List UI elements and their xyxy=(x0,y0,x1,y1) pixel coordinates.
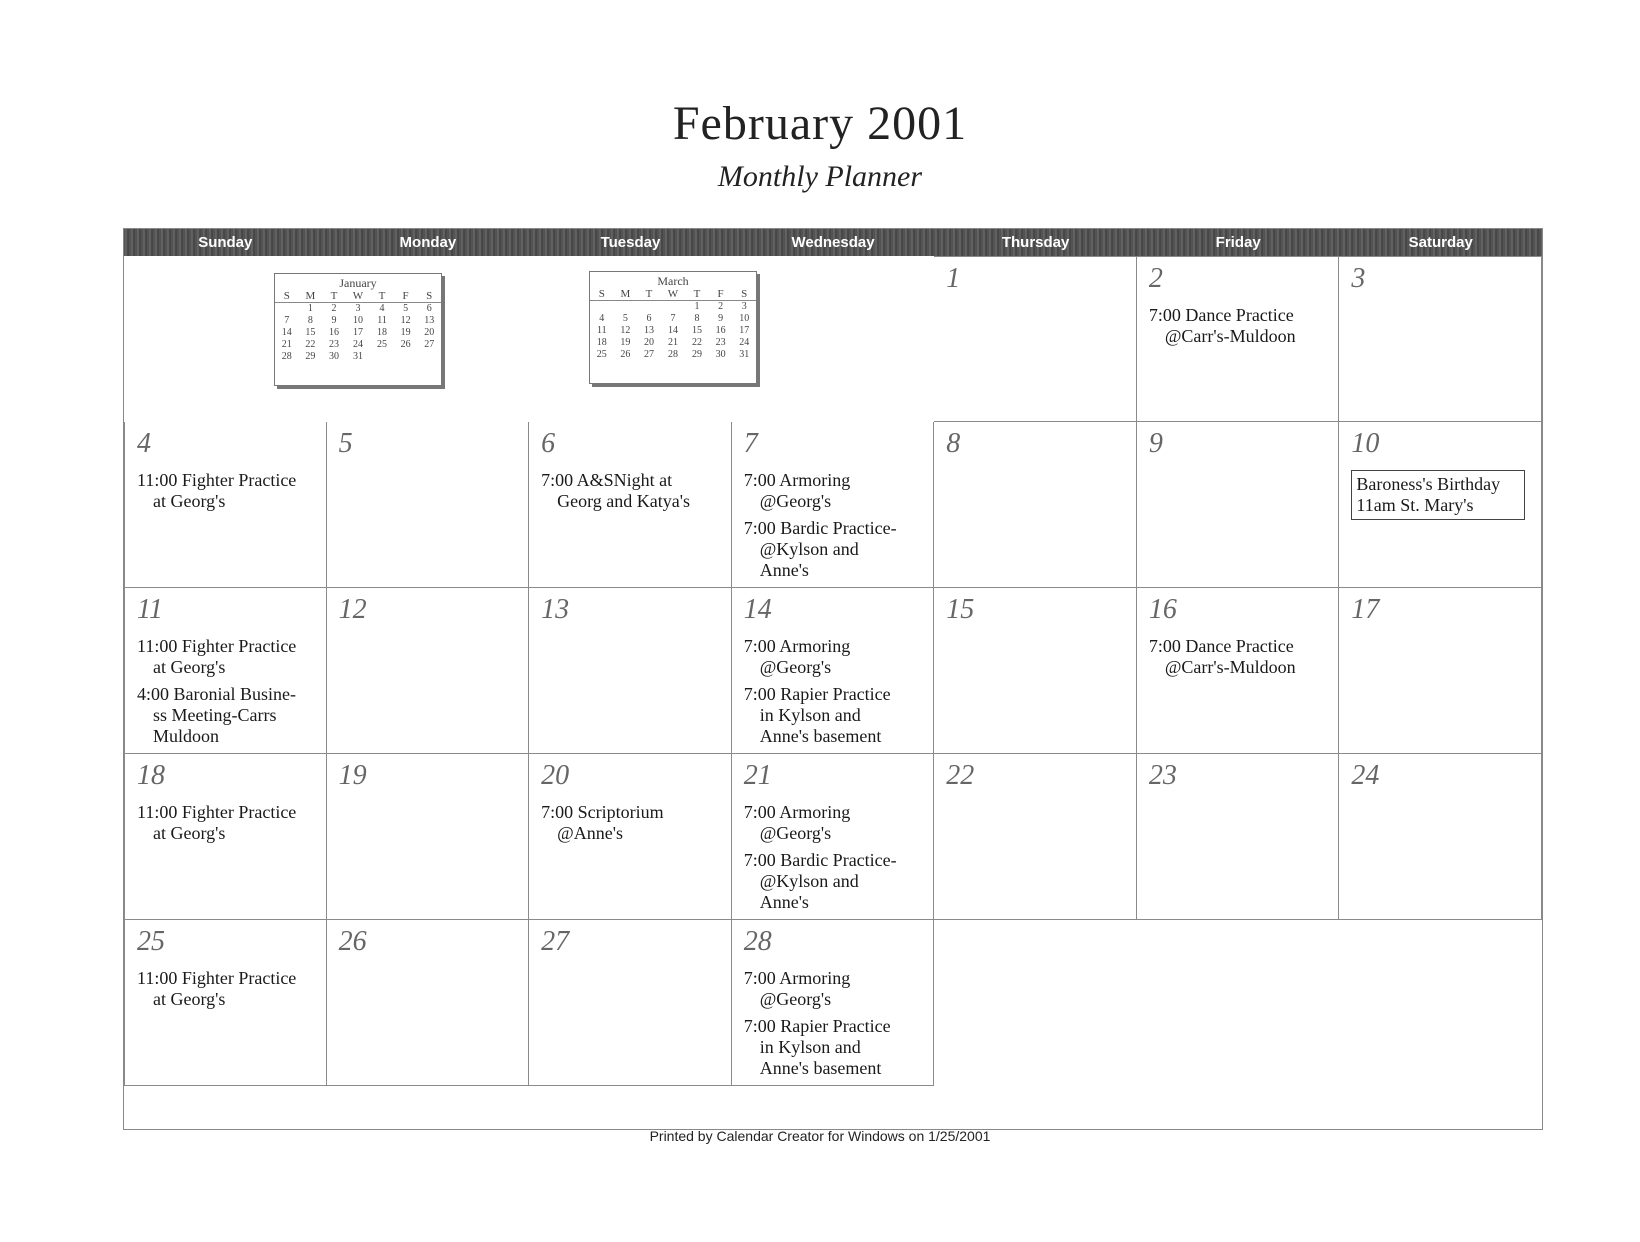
mini-calendar-date: 22 xyxy=(692,337,703,348)
mini-calendar-weekday: F xyxy=(394,290,418,303)
mini-calendar-date: 3 xyxy=(741,301,747,312)
day-number: 17 xyxy=(1351,594,1380,625)
day-number: 24 xyxy=(1351,760,1380,791)
day-events xyxy=(1149,636,1333,684)
mini-calendar-weekday: W xyxy=(346,290,371,303)
day-cell[interactable] xyxy=(934,256,1137,422)
day-number: 8 xyxy=(946,428,961,459)
mini-calendar-date: 28 xyxy=(667,349,678,360)
day-number: 2 xyxy=(1148,263,1163,294)
mini-calendar-date: 23 xyxy=(328,339,339,350)
mini-calendar-date: 16 xyxy=(715,325,726,336)
mini-calendar-date: 23 xyxy=(715,337,726,348)
mini-calendar-date: 31 xyxy=(739,349,750,360)
mini-calendar-table xyxy=(275,290,441,363)
mini-calendar-date: 31 xyxy=(352,351,363,362)
mini-calendar-weekday: M xyxy=(299,290,323,303)
day-cell[interactable] xyxy=(732,588,935,754)
mini-calendar-date: 25 xyxy=(596,349,607,360)
mini-calendar-date xyxy=(370,351,394,363)
page-subtitle: Monthly Planner xyxy=(717,160,923,193)
mini-calendar-march xyxy=(589,271,757,384)
day-number: 10 xyxy=(1351,428,1380,459)
calendar-event[interactable]: 11:00 Fighter Practice at Georg's xyxy=(137,802,297,843)
day-events xyxy=(744,968,928,1085)
mini-calendar-date: 15 xyxy=(692,325,703,336)
mini-calendar-date: 25 xyxy=(377,339,388,350)
day-cell[interactable] xyxy=(529,422,732,588)
day-cell[interactable] xyxy=(934,754,1137,920)
mini-calendar-date: 26 xyxy=(400,339,411,350)
mini-calendar-date: 19 xyxy=(620,337,631,348)
day-cell[interactable] xyxy=(1339,422,1542,588)
mini-calendar-date: 8 xyxy=(307,315,313,326)
mini-calendar-date: 1 xyxy=(307,303,313,314)
mini-calendar-date: 26 xyxy=(620,349,631,360)
mini-calendar-week-row xyxy=(275,315,441,327)
mini-calendar-weekday: S xyxy=(732,288,756,301)
day-cell[interactable] xyxy=(124,920,327,1086)
day-cell[interactable] xyxy=(1137,754,1340,920)
mini-calendar-date: 6 xyxy=(646,313,652,324)
day-number: 19 xyxy=(338,760,367,791)
mini-calendar-date: 21 xyxy=(667,337,678,348)
day-cell[interactable] xyxy=(327,588,530,754)
mini-calendar-weekday: S xyxy=(275,290,299,303)
day-cell[interactable] xyxy=(327,920,530,1086)
day-number: 15 xyxy=(946,594,975,625)
calendar-event[interactable]: 7:00 Armoring @Georg's xyxy=(743,470,851,511)
day-number: 13 xyxy=(541,594,570,625)
mini-calendar-weekday: T xyxy=(637,288,661,301)
day-events xyxy=(744,470,928,587)
mini-calendar-weekday: W xyxy=(661,288,686,301)
day-events xyxy=(137,636,320,753)
day-events xyxy=(137,470,320,518)
mini-calendar-date xyxy=(590,301,614,314)
day-number: 25 xyxy=(137,926,165,957)
day-number: 27 xyxy=(541,926,570,957)
mini-calendar-week-row xyxy=(590,337,756,349)
day-cell[interactable] xyxy=(529,920,732,1086)
mini-calendar-date: 27 xyxy=(424,339,435,350)
day-cell[interactable] xyxy=(529,588,732,754)
weekday-header-sunday: Sunday xyxy=(198,234,253,251)
mini-calendar-date: 13 xyxy=(424,315,435,326)
day-cell[interactable] xyxy=(327,422,530,588)
calendar-event[interactable]: 7:00 Armoring @Georg's xyxy=(743,636,851,677)
mini-calendar-date: 3 xyxy=(355,303,361,314)
mini-calendar-date: 2 xyxy=(331,303,337,314)
weekday-header-thursday: Thursday xyxy=(1001,234,1070,251)
mini-calendar-week-row xyxy=(275,351,441,363)
mini-calendar-week-row xyxy=(590,301,756,314)
mini-calendar-date: 24 xyxy=(739,337,750,348)
mini-calendar-date: 17 xyxy=(352,327,363,338)
calendar-event[interactable]: 7:00 Rapier Practice in Kylson and Anne's basement xyxy=(743,1016,891,1078)
calendar-event[interactable]: 11:00 Fighter Practice at Georg's xyxy=(137,968,297,1009)
calendar-event[interactable]: 11:00 Fighter Practice at Georg's xyxy=(137,636,297,677)
day-cell[interactable] xyxy=(327,754,530,920)
boxed-calendar-event[interactable]: Baroness's Birthday 11am St. Mary's xyxy=(1351,470,1525,520)
mini-calendar-month-name: January xyxy=(339,276,377,290)
mini-calendar-date: 27 xyxy=(643,349,654,360)
mini-calendar-date: 7 xyxy=(670,313,676,324)
mini-calendar-date: 14 xyxy=(667,325,678,336)
mini-calendar-week-row xyxy=(275,327,441,339)
mini-calendar-date: 20 xyxy=(643,337,654,348)
mini-calendar-date: 30 xyxy=(328,351,339,362)
calendar-event[interactable]: 7:00 Bardic Practice- @Kylson and Anne's xyxy=(743,850,897,912)
mini-calendar-week-row xyxy=(275,303,441,316)
day-events xyxy=(1351,470,1535,520)
day-events xyxy=(137,802,320,850)
weekday-header-tuesday: Tuesday xyxy=(600,234,661,251)
mini-calendar-date xyxy=(614,301,638,314)
mini-calendar-weekday-row xyxy=(590,288,756,301)
day-events xyxy=(744,802,928,919)
day-number: 18 xyxy=(137,760,165,791)
mini-calendar-date: 24 xyxy=(352,339,363,350)
calendar-event[interactable]: 7:00 Bardic Practice- @Kylson and Anne's xyxy=(743,518,897,580)
day-cell[interactable] xyxy=(732,920,935,1086)
day-events xyxy=(744,636,928,753)
day-number: 9 xyxy=(1148,428,1163,459)
mini-calendar-date: 14 xyxy=(281,327,292,338)
day-cell[interactable] xyxy=(1137,588,1340,754)
day-number: 12 xyxy=(338,594,367,625)
day-number: 6 xyxy=(541,428,556,459)
mini-calendar-date: 11 xyxy=(596,325,607,336)
calendar-event[interactable]: 7:00 Dance Practice @Carr's-Muldoon xyxy=(1148,305,1296,346)
mini-calendar-date: 10 xyxy=(352,315,363,326)
day-events xyxy=(541,802,725,850)
mini-calendar-date: 29 xyxy=(305,351,316,362)
calendar-event[interactable]: 4:00 Baronial Busine- ss Meeting-Carrs Muldoon xyxy=(137,684,296,746)
mini-calendar-week-row xyxy=(590,325,756,337)
mini-calendar-date: 17 xyxy=(739,325,750,336)
mini-calendar-weekday: T xyxy=(370,290,394,303)
mini-calendar-weekday-row xyxy=(275,290,441,303)
day-number: 21 xyxy=(743,760,772,791)
mini-calendar-week-row xyxy=(590,313,756,325)
day-number: 5 xyxy=(338,428,353,459)
day-cell[interactable] xyxy=(934,422,1137,588)
day-number: 20 xyxy=(541,760,570,791)
day-number: 26 xyxy=(338,926,367,957)
mini-calendar-month-name: March xyxy=(657,274,689,288)
mini-calendar-date xyxy=(275,303,299,316)
mini-calendar-date: 8 xyxy=(694,313,700,324)
day-cell[interactable] xyxy=(934,588,1137,754)
mini-calendar-weekday: S xyxy=(417,290,441,303)
calendar-event[interactable]: 7:00 Armoring @Georg's xyxy=(743,802,851,843)
weekday-header-row xyxy=(124,229,1542,256)
weekday-header-wednesday: Wednesday xyxy=(791,234,875,251)
calendar-event[interactable]: 7:00 Scriptorium @Anne's xyxy=(541,802,664,843)
day-cell[interactable] xyxy=(124,422,327,588)
day-cell[interactable] xyxy=(124,754,327,920)
mini-calendar-date: 1 xyxy=(694,301,700,312)
calendar-event[interactable]: 7:00 Dance Practice @Carr's-Muldoon xyxy=(1148,636,1296,677)
day-number: 14 xyxy=(743,594,772,625)
mini-calendar-date: 29 xyxy=(692,349,703,360)
mini-calendar-date: 10 xyxy=(739,313,750,324)
calendar-event[interactable]: 11:00 Fighter Practice at Georg's xyxy=(137,470,297,511)
mini-calendar-date: 30 xyxy=(715,349,726,360)
print-footer: Printed by Calendar Creator for Windows on 1/25/2001 xyxy=(649,1128,991,1144)
mini-calendar-date: 12 xyxy=(620,325,631,336)
mini-calendar-weekday: M xyxy=(614,288,638,301)
page-title: February 2001 xyxy=(672,97,968,150)
day-number: 1 xyxy=(946,263,961,294)
mini-calendar-date: 19 xyxy=(400,327,411,338)
month-calendar-grid xyxy=(123,228,1543,1130)
day-cell[interactable] xyxy=(1339,588,1542,754)
calendar-event[interactable]: 7:00 A&SNight at Georg and Katya's xyxy=(541,470,691,511)
day-events xyxy=(1149,305,1333,353)
day-cell[interactable] xyxy=(732,422,935,588)
mini-calendar-date: 4 xyxy=(379,303,385,314)
mini-calendar-weekday: T xyxy=(322,290,346,303)
weekday-header-monday: Monday xyxy=(399,234,457,251)
mini-calendar-date: 9 xyxy=(718,313,724,324)
calendar-event[interactable]: 7:00 Rapier Practice in Kylson and Anne's basement xyxy=(743,684,891,746)
mini-calendar-date: 15 xyxy=(305,327,316,338)
mini-calendar-weekday: S xyxy=(590,288,614,301)
day-number: 4 xyxy=(137,428,151,459)
day-number: 22 xyxy=(946,760,975,791)
day-events xyxy=(137,968,320,1016)
day-events xyxy=(541,470,725,518)
mini-calendar-date: 7 xyxy=(284,315,290,326)
weekday-header-friday: Friday xyxy=(1215,234,1261,251)
day-cell[interactable] xyxy=(529,754,732,920)
mini-calendar-date: 16 xyxy=(328,327,339,338)
day-number: 3 xyxy=(1351,263,1366,294)
mini-calendar-date: 20 xyxy=(424,327,435,338)
mini-calendar-date: 2 xyxy=(718,301,724,312)
mini-calendar-date: 13 xyxy=(643,325,654,336)
mini-calendar-weekday: T xyxy=(685,288,709,301)
mini-calendar-date: 21 xyxy=(281,339,292,350)
day-number: 23 xyxy=(1148,760,1177,791)
mini-calendar-date xyxy=(637,301,661,314)
mini-calendar-date: 22 xyxy=(305,339,316,350)
calendar-event[interactable]: 7:00 Armoring @Georg's xyxy=(743,968,851,1009)
mini-calendar-week-row xyxy=(590,349,756,361)
mini-calendar-date: 11 xyxy=(377,315,387,326)
day-cell[interactable] xyxy=(732,754,935,920)
day-number: 7 xyxy=(743,428,758,459)
day-number: 11 xyxy=(137,594,163,625)
mini-calendar-weekday: F xyxy=(709,288,733,301)
day-cell[interactable] xyxy=(1339,256,1542,422)
mini-calendar-date: 28 xyxy=(281,351,292,362)
day-cell[interactable] xyxy=(1137,256,1340,422)
mini-calendar-date: 9 xyxy=(331,315,337,326)
mini-calendar-date: 12 xyxy=(400,315,411,326)
day-cell[interactable] xyxy=(124,588,327,754)
mini-calendar-january xyxy=(274,273,442,386)
mini-calendar-date xyxy=(394,351,418,363)
mini-calendar-date xyxy=(417,351,441,363)
day-cell[interactable] xyxy=(1137,422,1340,588)
day-number: 16 xyxy=(1148,594,1177,625)
day-number: 28 xyxy=(743,926,772,957)
mini-calendar-date: 5 xyxy=(622,313,628,324)
weekday-header-saturday: Saturday xyxy=(1408,234,1473,251)
mini-calendar-week-row xyxy=(275,339,441,351)
mini-calendar-date: 18 xyxy=(377,327,388,338)
day-cell[interactable] xyxy=(1339,754,1542,920)
mini-calendar-date: 5 xyxy=(403,303,409,314)
mini-calendar-table xyxy=(590,288,756,361)
mini-calendar-date: 4 xyxy=(599,313,605,324)
mini-calendar-date: 6 xyxy=(426,303,432,314)
mini-calendar-date: 18 xyxy=(596,337,607,348)
mini-calendar-date xyxy=(661,301,686,314)
